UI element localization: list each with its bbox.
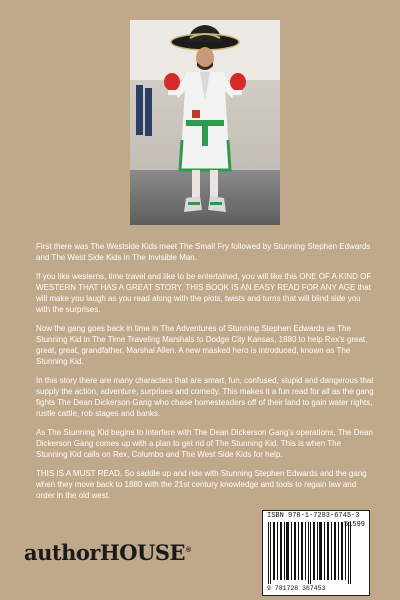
barcode-digits: 9 781728 367453 bbox=[267, 585, 326, 592]
publisher-logo bbox=[24, 540, 191, 565]
blurb-paragraph-2: If you like westerns, time travel and like to be entertained, you will like this ONE OF A KIND OF WESTERN THAT HAS A GREAT STORY. THIS BOOK IS AN EASY READ FOR ANY AGE that will make you laugh as you read along with the plots, twists and turns that will blind side you with the surprises. bbox=[36, 272, 372, 314]
isbn-barcode bbox=[262, 510, 370, 596]
cover-photo bbox=[130, 20, 280, 225]
isbn-label: ISBN 978-1-7283-6745-3 bbox=[267, 512, 360, 520]
barcode-bars-icon bbox=[267, 522, 365, 584]
photo-boxer-in-sombrero bbox=[130, 20, 280, 225]
logo-text-author: author bbox=[24, 540, 100, 565]
registered-mark: ® bbox=[186, 547, 191, 554]
price-code: 51599 bbox=[343, 521, 365, 529]
back-cover-blurb bbox=[36, 241, 374, 509]
blurb-paragraph-6: THIS IS A MUST READ. So saddle up and ride with Stunning Stephen Edwards and the gang when they move back to 1880 with the 21st century knowledge and tools to regain law and order in the old west. bbox=[36, 469, 367, 500]
blurb-paragraph-4: In this story there are many characters that are smart, fun, confused, stupid and dangerous that supply the action, adventure, surprises and comedy. This makes it a fun read for all as the gang fights The Dean Dickerson Gang who chase homesteaders off of their land to gain water rights, rustle cattle, rob stages and banks. bbox=[36, 376, 374, 418]
logo-text-house: HOUSE bbox=[99, 540, 186, 565]
blurb-paragraph-3: Now the gang goes back in time in The Adventures of Stunning Stephen Edwards as The Stunning Kid in The Time Traveling Marshals to Dodge City Kansas, 1880 to help Rex's great, great, great, grandfather, Marshal Allen. A new masked hero is introduced, known as The Stunning Kid. bbox=[36, 324, 368, 366]
blurb-paragraph-5: As The Stunning Kid begins to interfere with The Dean Dickerson Gang's operations, The Dean Dickerson Gang comes up with a plan to get rid of The Stunning Kid. This is when The Stunning Kid calls on Rex, Columbo and The West Side Kids for help. bbox=[36, 428, 373, 459]
blurb-paragraph-1: First there was The Westside Kids meet The Small Fry followed by Stunning Stephen Edwards and The West Side Kids in The Invisible Man. bbox=[36, 242, 371, 262]
